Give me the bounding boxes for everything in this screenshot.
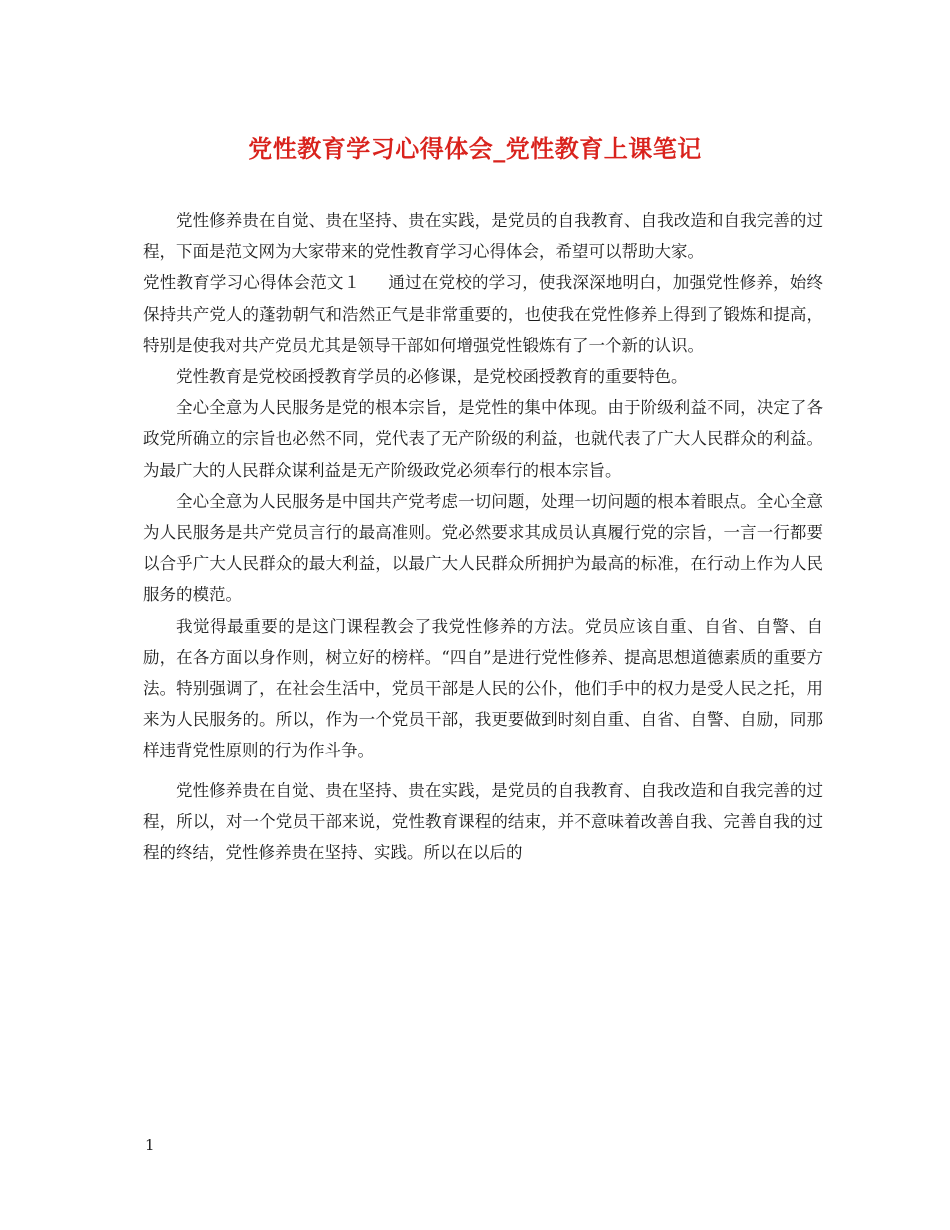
document-title: 党性教育学习心得体会_党性教育上课笔记 — [248, 134, 702, 163]
page-number: 1 — [145, 1136, 155, 1154]
body-paragraph-6: 党性修养贵在自觉、贵在坚持、贵在实践，是党员的自我教育、自我改造和自我完善的过程，所以，对一个党员干部来说，党性教育课程的结束，并不意味着改善自我、完善自我的过程的终结，党性修养贵在坚持、实践。所以在以后的 — [143, 780, 823, 863]
body-paragraph-5: 我觉得最重要的是这门课程教会了我党性修养的方法。党员应该自重、自省、自警、自励，在各方面以身作则，树立好的榜样。“四自”是进行党性修养、提高思想道德素质的重要方法。特别强调了，在社会生活中，党员干部是人民的公仆，他们手中的权力是受人民之托，用来为人民服务的。所以，作为一个党员干部，我更要做到时刻自重、自省、自警、自励，同那样违背党性原则的行为作斗争。 — [143, 616, 823, 761]
body-paragraph-4: 全心全意为人民服务是中国共产党考虑一切问题，处理一切问题的根本着眼点。全心全意为人民服务是共产党员言行的最高准则。党必然要求其成员认真履行党的宗旨，一言一行都要以合乎广大人民群众的最大利益，以最广大人民群众所拥护为最高的标准，在行动上作为人民服务的模范。 — [143, 491, 823, 605]
sample-paragraph-text: 通过在党校的学习，使我深深地明白，加强党性修养，始终保持共产党人的蓬勃朝气和浩然正气是非常重要的，也使我在党性修养上得到了锻炼和提高，特别是使我对共产党员尤其是领导干部如何增强党性锻炼有了一个新的认识。 — [143, 273, 824, 355]
sample-heading: 党性教育学习心得体会范文１ — [143, 273, 361, 293]
intro-paragraph: 党性修养贵在自觉、贵在坚持、贵在实践，是党员的自我教育、自我改造和自我完善的过程，下面是范文网为大家带来的党性教育学习心得体会，希望可以帮助大家。 — [143, 211, 823, 262]
document-body — [143, 205, 823, 868]
sample-paragraph-1 — [143, 267, 823, 361]
body-paragraph-2: 党性教育是党校函授教育学员的必修课，是党校函授教育的重要特色。 — [176, 367, 688, 387]
body-paragraph-3: 全心全意为人民服务是党的根本宗旨，是党性的集中体现。由于阶级利益不同，决定了各政党所确立的宗旨也必然不同，党代表了无产阶级的利益，也就代表了广大人民群众的利益。为最广大的人民群众谋利益是无产阶级政党必须奉行的根本宗旨。 — [143, 398, 823, 480]
